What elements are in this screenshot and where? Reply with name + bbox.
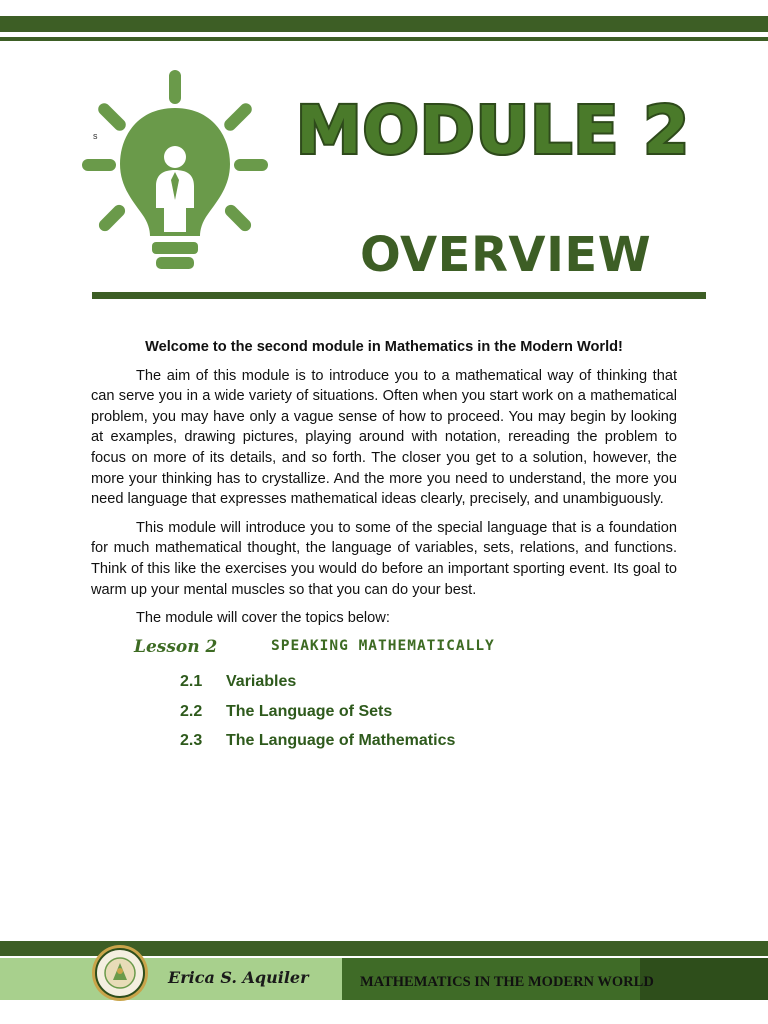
lesson-label: Lesson 2 bbox=[134, 637, 218, 657]
course-name: MATHEMATICS IN THE MODERN WORLD bbox=[360, 974, 654, 990]
topic-item bbox=[180, 703, 455, 733]
lesson-title: SPEAKING MATHEMATICALLY bbox=[271, 638, 495, 654]
topic-item bbox=[180, 673, 455, 703]
topic-title: The Language of Mathematics bbox=[226, 732, 456, 749]
university-seal-logo bbox=[91, 944, 149, 1002]
overview-paragraph-2: This module will introduce you to some of the special language that is a foundation for much mathematical thought, the language of variables, sets, relations, and functions. Think of this like the exercises you would do before an important sporting event. Its goal to warm up your mental muscles so that you can do your best. bbox=[91, 519, 677, 598]
stray-mark: s bbox=[93, 131, 98, 141]
title-divider bbox=[92, 292, 706, 299]
module-title: MODULE 2 bbox=[296, 92, 691, 169]
topic-number: 2.2 bbox=[180, 702, 203, 720]
footer-end-band bbox=[640, 958, 768, 1000]
overview-title: OVERVIEW bbox=[360, 227, 652, 283]
topic-number: 2.1 bbox=[180, 673, 203, 690]
topic-list bbox=[180, 673, 455, 762]
topics-intro: The module will cover the topics below: bbox=[136, 610, 390, 627]
topic-title: Variables bbox=[226, 673, 297, 690]
topic-item bbox=[180, 732, 455, 762]
overview-paragraph-1: The aim of this module is to introduce you to a mathematical way of thinking that can serve you in a wide variety of situations. Often when you start work on a mathematical problem, you may have only a vague sense of how to proceed. You may begin by looking at examples, drawing pictures, playing around with notation, rereading the problem to focus on more of its details, and so forth. The closer you get to a solution, however, the more your thinking has to crystallize. And the more you need to understand, the more you need language that expresses mathematical ideas clearly, precisely, and unambiguously. bbox=[91, 367, 677, 508]
author-name: Erica S. Aquiler bbox=[168, 968, 309, 987]
topic-title: The Language of Sets bbox=[226, 702, 393, 720]
topic-number: 2.3 bbox=[180, 732, 203, 749]
lightbulb-person-icon bbox=[80, 66, 270, 276]
lesson-heading bbox=[134, 637, 694, 659]
top-border-thin bbox=[0, 37, 768, 41]
top-border-thick bbox=[0, 16, 768, 32]
overview-content bbox=[91, 337, 677, 629]
welcome-heading: Welcome to the second module in Mathematics in the Modern World! bbox=[145, 339, 623, 355]
